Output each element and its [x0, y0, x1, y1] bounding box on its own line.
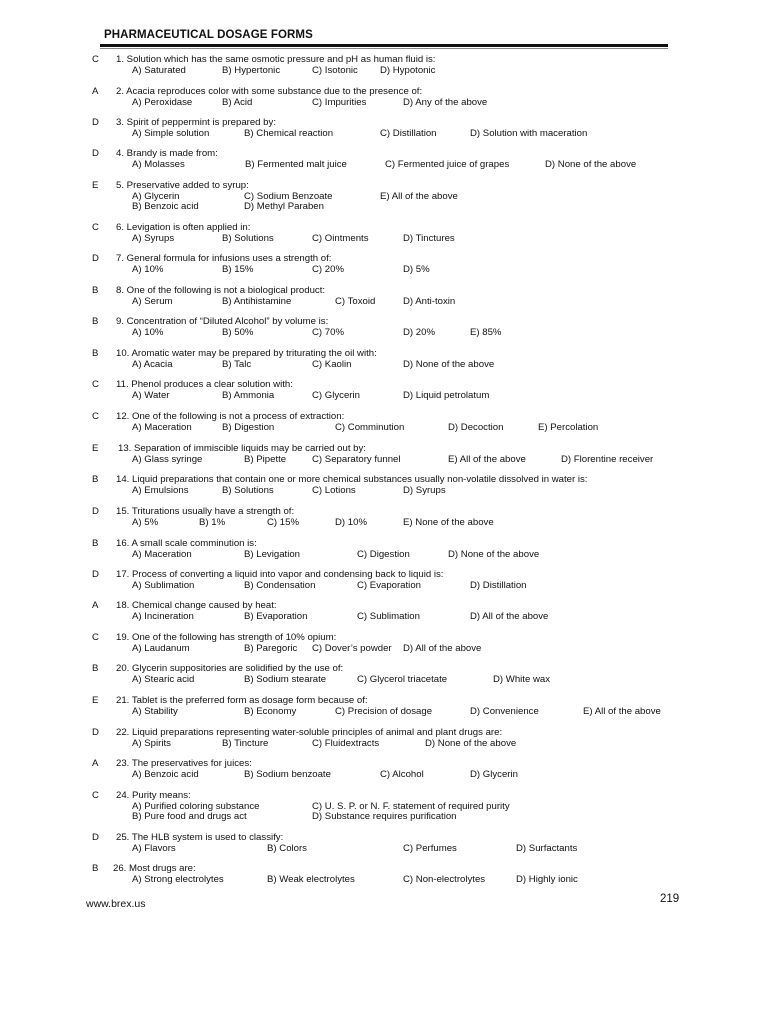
question-stem: 18. Chemical change caused by heat: — [116, 600, 277, 611]
answer-option: D) None of the above — [425, 737, 517, 749]
answer-option: A) Sublimation — [132, 579, 195, 591]
answer-option: D) 20% — [403, 326, 435, 338]
answer-option: B) Benzoic acid — [132, 201, 199, 212]
question-stem: 15. Triturations usually have a strength of: — [116, 506, 295, 517]
answer-option: B) Paregoric — [244, 642, 298, 654]
answer-key: C — [92, 379, 99, 390]
question-stem: 9. Concentration of “Diluted Alcohol” by volume is: — [116, 316, 329, 327]
answer-option: B) Condensation — [244, 579, 316, 591]
answer-option: B) Solutions — [222, 484, 274, 496]
answer-option: A) Syrups — [132, 232, 175, 244]
answer-key: A — [92, 600, 99, 611]
answer-option: D) Distillation — [470, 579, 527, 591]
answer-option: B) Antihistamine — [222, 295, 292, 307]
answer-option: A) Serum — [132, 295, 173, 307]
answer-option: D) Highly ionic — [516, 873, 578, 885]
answer-option: C) Ointments — [312, 232, 369, 244]
answer-option: B) Ammonia — [222, 389, 275, 401]
answer-option: C) Impurities — [312, 96, 367, 108]
answer-key: B — [92, 474, 99, 485]
answer-option: C) Precision of dosage — [335, 705, 433, 717]
answer-option: B) Hypertonic — [222, 64, 281, 76]
answer-option: E) All of the above — [583, 705, 661, 717]
answer-option: A) Benzoic acid — [132, 768, 199, 780]
answer-key: D — [92, 148, 99, 159]
answer-key: C — [92, 411, 99, 422]
answer-option: B) Colors — [267, 842, 307, 854]
question-stem: 16. A small scale comminution is: — [116, 538, 257, 549]
answer-option: C) Kaolin — [312, 358, 352, 370]
answer-key: D — [92, 832, 99, 843]
answer-option: C) Perfumes — [403, 842, 457, 854]
answer-key: B — [92, 316, 99, 327]
answer-option: B) 50% — [222, 326, 254, 338]
answer-option: E) All of the above — [380, 190, 458, 202]
answer-option: A) Emulsions — [132, 484, 189, 496]
question-stem: 13. Separation of immiscible liquids may be carried out by: — [118, 443, 366, 454]
answer-option: A) Stability — [132, 705, 178, 717]
question-stem: 22. Liquid preparations representing water-soluble principles of animal and plant drugs are: — [116, 727, 503, 738]
answer-option: A) 10% — [132, 326, 164, 338]
answer-option: C) Isotonic — [312, 64, 358, 76]
question-stem: 17. Process of converting a liquid into vapor and condensing back to liquid is: — [116, 569, 444, 580]
answer-option: A) Acacia — [132, 358, 173, 370]
answer-key: D — [92, 727, 99, 738]
answer-option: B) Sodium stearate — [244, 673, 327, 685]
answer-key: B — [92, 663, 99, 674]
question-stem: 3. Spirit of peppermint is prepared by: — [116, 117, 276, 128]
answer-option: E) None of the above — [403, 516, 494, 528]
answer-option: A) Purified coloring substance — [132, 800, 260, 812]
answer-option: A) Glycerin — [132, 190, 180, 202]
question-stem: 6. Levigation is often applied in: — [116, 222, 251, 233]
answer-option: C) Glycerol triacetate — [357, 673, 448, 685]
answer-option: D) None of the above — [448, 548, 540, 560]
answer-option: C) Non-electrolytes — [403, 873, 486, 885]
question-stem: 2. Acacia reproduces color with some substance due to the presence of: — [116, 86, 423, 97]
answer-option: D) All of the above — [403, 642, 482, 654]
answer-option: D) All of the above — [470, 610, 549, 622]
question-stem: 7. General formula for infusions uses a strength of: — [116, 253, 332, 264]
answer-key: D — [92, 569, 99, 580]
answer-option: B) Levigation — [244, 548, 300, 560]
answer-option: C) Digestion — [357, 548, 410, 560]
answer-option: C) Distillation — [380, 127, 437, 139]
answer-key: C — [92, 54, 99, 65]
question-stem: 20. Glycerin suppositories are solidified by the use of: — [116, 663, 344, 674]
answer-option: A) Strong electrolytes — [132, 873, 224, 885]
answer-option: B) Talc — [222, 358, 252, 370]
question-stem: 4. Brandy is made from: — [116, 148, 218, 159]
answer-option: E) All of the above — [448, 453, 526, 465]
answer-option: C) U. S. P. or N. F. statement of required purity — [312, 800, 510, 812]
answer-key: C — [92, 222, 99, 233]
answer-option: A) Simple solution — [132, 127, 210, 139]
answer-key: D — [92, 253, 99, 264]
answer-option: A) Stearic acid — [132, 673, 195, 685]
answer-key: B — [92, 285, 99, 296]
answer-option: B) 15% — [222, 263, 254, 275]
question-stem: 21. Tablet is the preferred form as dosage form because of: — [116, 695, 368, 706]
answer-key: B — [92, 863, 99, 874]
answer-option: D) Substance requires purification — [312, 811, 457, 822]
answer-option: E) 85% — [470, 326, 502, 338]
answer-option: B) Evaporation — [244, 610, 308, 622]
answer-option: C) 20% — [312, 263, 344, 275]
answer-key: D — [92, 117, 99, 128]
answer-option: C) Alcohol — [380, 768, 424, 780]
question-stem: 1. Solution which has the same osmotic pressure and pH as human fluid is: — [116, 54, 436, 65]
answer-option: E) Percolation — [538, 421, 599, 433]
question-stem: 8. One of the following is not a biological product: — [116, 285, 326, 296]
answer-option: D) Anti-toxin — [403, 295, 456, 307]
answer-option: D) 10% — [335, 516, 367, 528]
answer-option: C) Evaporation — [357, 579, 421, 591]
answer-option: D) Hypotonic — [380, 64, 436, 76]
answer-option: D) Methyl Paraben — [244, 201, 324, 212]
answer-option: C) 70% — [312, 326, 344, 338]
answer-option: D) Surfactants — [516, 842, 578, 854]
answer-option: A) Saturated — [132, 64, 186, 76]
answer-option: B) Fermented malt juice — [245, 158, 347, 170]
question-stem: 26. Most drugs are: — [113, 863, 196, 874]
answer-key: A — [92, 758, 99, 769]
answer-option: B) Pipette — [244, 453, 287, 465]
answer-key: A — [92, 86, 99, 97]
answer-option: A) Flavors — [132, 842, 176, 854]
question-stem: 11. Phenol produces a clear solution with: — [116, 379, 293, 390]
question-stem: 25. The HLB system is used to classify: — [116, 832, 284, 843]
title-rule-thin — [100, 48, 668, 49]
answer-option: D) None of the above — [545, 158, 637, 170]
answer-key: D — [92, 506, 99, 517]
answer-key: C — [92, 632, 99, 643]
answer-option: A) Maceration — [132, 421, 192, 433]
answer-key: E — [92, 443, 99, 454]
answer-option: D) Glycerin — [470, 768, 518, 780]
answer-option: A) Water — [132, 389, 170, 401]
answer-option: B) Solutions — [222, 232, 274, 244]
answer-option: C) Sublimation — [357, 610, 420, 622]
answer-option: D) Solution with maceration — [470, 127, 588, 139]
answer-option: B) Economy — [244, 705, 297, 717]
answer-option: A) Spirits — [132, 737, 171, 749]
answer-option: B) Tincture — [222, 737, 269, 749]
answer-option: A) Laudanum — [132, 642, 190, 654]
answer-option: B) Sodium benzoate — [244, 768, 331, 780]
answer-option: B) 1% — [199, 516, 226, 528]
answer-option: D) Decoction — [448, 421, 504, 433]
answer-option: D) None of the above — [403, 358, 495, 370]
answer-option: C) Toxoid — [335, 295, 376, 307]
question-stem: 5. Preservative added to syrup: — [116, 180, 249, 191]
answer-option: D) Convenience — [470, 705, 539, 717]
answer-option: C) Fermented juice of grapes — [385, 158, 510, 170]
answer-option: A) Peroxidase — [132, 96, 193, 108]
answer-option: D) Any of the above — [403, 96, 488, 108]
answer-option: D) Liquid petrolatum — [403, 389, 490, 401]
answer-option: B) Digestion — [222, 421, 275, 433]
question-stem: 19. One of the following has strength of 10% opium: — [116, 632, 337, 643]
answer-option: D) Tinctures — [403, 232, 455, 244]
answer-option: C) Dover’s powder — [312, 642, 392, 654]
answer-option: A) Glass syringe — [132, 453, 203, 465]
answer-option: C) Fluidextracts — [312, 737, 380, 749]
answer-option: B) Acid — [222, 96, 253, 108]
answer-option: C) Separatory funnel — [312, 453, 401, 465]
answer-option: B) Pure food and drugs act — [132, 811, 247, 822]
answer-key: E — [92, 180, 99, 191]
answer-key: E — [92, 695, 99, 706]
footer-url: www.brex.us — [86, 898, 146, 910]
answer-key: C — [92, 790, 99, 801]
answer-option: D) 5% — [403, 263, 430, 275]
answer-option: A) Incineration — [132, 610, 194, 622]
question-stem: 14. Liquid preparations that contain one or more chemical substances usually non-volatile dissolved in water is: — [116, 474, 588, 485]
answer-option: D) Syrups — [403, 484, 446, 496]
answer-option: B) Weak electrolytes — [267, 873, 355, 885]
title-rule — [100, 44, 668, 47]
answer-option: A) 10% — [132, 263, 164, 275]
question-stem: 10. Aromatic water may be prepared by triturating the oil with: — [116, 348, 377, 359]
question-stem: 24. Purity means: — [116, 790, 191, 801]
answer-key: B — [92, 538, 99, 549]
answer-option: A) 5% — [132, 516, 159, 528]
page-title: PHARMACEUTICAL DOSAGE FORMS — [104, 29, 313, 41]
answer-option: A) Maceration — [132, 548, 192, 560]
answer-option: C) Lotions — [312, 484, 356, 496]
question-stem: 12. One of the following is not a process of extraction: — [116, 411, 345, 422]
question-stem: 23. The preservatives for juices: — [116, 758, 252, 769]
page-number: 219 — [660, 893, 680, 905]
answer-key: B — [92, 348, 99, 359]
answer-option: B) Chemical reaction — [244, 127, 334, 139]
answer-option: C) 15% — [267, 516, 299, 528]
answer-option: A) Molasses — [132, 158, 185, 170]
answer-option: D) Florentine receiver — [561, 453, 654, 465]
answer-option: C) Glycerin — [312, 389, 360, 401]
answer-option: D) White wax — [493, 673, 551, 685]
answer-option: C) Comminution — [335, 421, 405, 433]
answer-option: C) Sodium Benzoate — [244, 190, 333, 202]
